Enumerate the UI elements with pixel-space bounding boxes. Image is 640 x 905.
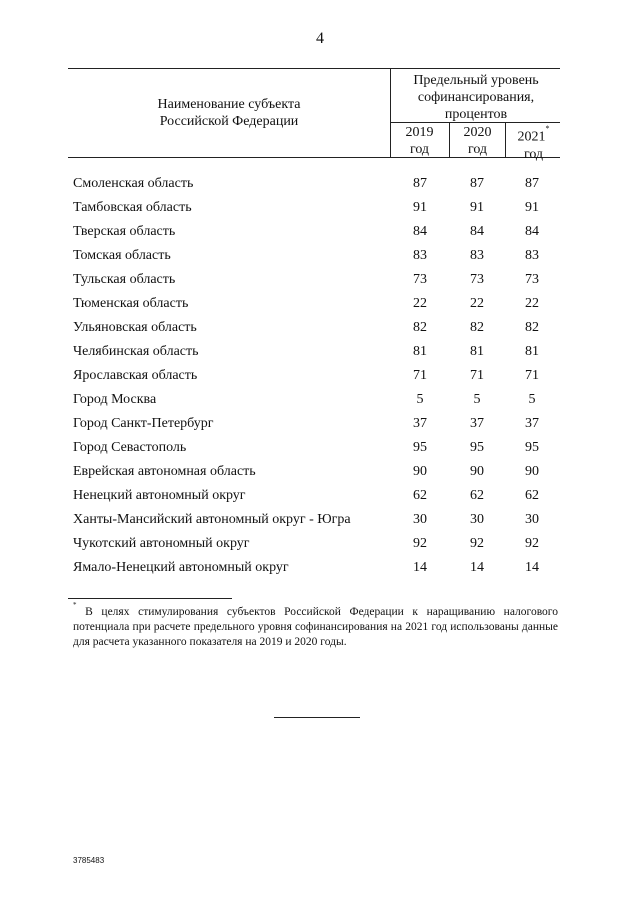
table-row: [0, 176, 640, 200]
end-separator-line: [274, 717, 360, 718]
region-name: Томская область: [73, 248, 171, 263]
rate-value-2020: 22: [470, 296, 484, 311]
rate-header-line-3: процентов: [444, 107, 508, 122]
year-unit: год: [409, 142, 430, 157]
year-header-2019: [392, 124, 447, 158]
rate-value-2019: 71: [413, 368, 427, 383]
rate-value-2020: 82: [470, 320, 484, 335]
table-row: [0, 248, 640, 272]
year-label: 2021: [517, 129, 546, 145]
region-name: Город Москва: [73, 392, 157, 407]
year-header-2020: [450, 124, 505, 158]
year-label: 2020: [463, 125, 492, 140]
rate-value-2021: 22: [525, 296, 539, 311]
footnote-marker: *: [545, 124, 550, 133]
rate-value-2019: 30: [413, 512, 427, 527]
rate-value-2021: 82: [525, 320, 539, 335]
rate-value-2021: 87: [525, 176, 539, 191]
table-row: [0, 416, 640, 440]
region-name: Ханты-Мансийский автономный округ - Югра: [73, 512, 351, 527]
rate-value-2021: 14: [525, 560, 539, 575]
region-header-line-2: Российской Федерации: [159, 114, 299, 129]
table-row: [0, 272, 640, 296]
year-label: 2019: [405, 125, 434, 140]
rate-value-2020: 81: [470, 344, 484, 359]
rate-value-2021: 92: [525, 536, 539, 551]
region-name: Тульская область: [73, 272, 176, 287]
rate-value-2019: 62: [413, 488, 427, 503]
region-name: Еврейская автономная область: [73, 464, 256, 479]
region-name: Ненецкий автономный округ: [73, 488, 246, 503]
region-name: Челябинская область: [73, 344, 199, 359]
rate-value-2019: 91: [413, 200, 427, 215]
region-name: Смоленская область: [73, 176, 194, 191]
rate-value-2020: 62: [470, 488, 484, 503]
footnote-separator: [68, 598, 232, 599]
rate-value-2020: 5: [473, 392, 481, 407]
rate-value-2019: 83: [413, 248, 427, 263]
rate-value-2020: 71: [470, 368, 484, 383]
region-name: Ярославская область: [73, 368, 198, 383]
rate-value-2019: 95: [413, 440, 427, 455]
table-top-border: [68, 68, 560, 69]
table-row: [0, 512, 640, 536]
rate-value-2020: 95: [470, 440, 484, 455]
rate-value-2021: 73: [525, 272, 539, 287]
rate-value-2021: 71: [525, 368, 539, 383]
footnote-mark: *: [73, 601, 77, 609]
rate-value-2019: 37: [413, 416, 427, 431]
table-row: [0, 440, 640, 464]
table-row: [0, 224, 640, 248]
rate-value-2019: 81: [413, 344, 427, 359]
region-name: Город Санкт-Петербург: [73, 416, 214, 431]
region-name: Тамбовская область: [73, 200, 192, 215]
rate-value-2020: 37: [470, 416, 484, 431]
rate-value-2021: 90: [525, 464, 539, 479]
region-name: Тверская область: [73, 224, 176, 239]
region-name: Ямало-Ненецкий автономный округ: [73, 560, 289, 575]
rate-value-2019: 84: [413, 224, 427, 239]
page-number: 4: [316, 30, 324, 47]
rate-value-2019: 14: [413, 560, 427, 575]
table-row: [0, 344, 640, 368]
rate-value-2019: 82: [413, 320, 427, 335]
rate-value-2021: 37: [525, 416, 539, 431]
footnote: [73, 601, 558, 650]
region-name: Город Севастополь: [73, 440, 187, 455]
region-name: Чукотский автономный округ: [73, 536, 250, 551]
table-row: [0, 320, 640, 344]
rate-value-2019: 92: [413, 536, 427, 551]
rate-value-2021: 30: [525, 512, 539, 527]
rate-header-line-2: софинансирования,: [417, 90, 535, 105]
table-row: [0, 392, 640, 416]
rate-value-2019: 73: [413, 272, 427, 287]
rate-value-2020: 30: [470, 512, 484, 527]
rate-value-2020: 83: [470, 248, 484, 263]
rate-value-2021: 81: [525, 344, 539, 359]
rate-value-2021: 5: [528, 392, 536, 407]
region-name: Тюменская область: [73, 296, 189, 311]
region-name: Ульяновская область: [73, 320, 197, 335]
rate-value-2021: 83: [525, 248, 539, 263]
rate-value-2021: 95: [525, 440, 539, 455]
rate-value-2020: 14: [470, 560, 484, 575]
year-unit: год: [467, 142, 488, 157]
rate-value-2021: 91: [525, 200, 539, 215]
rate-value-2021: 84: [525, 224, 539, 239]
rate-value-2021: 62: [525, 488, 539, 503]
rate-value-2020: 87: [470, 176, 484, 191]
table-row: [0, 488, 640, 512]
year-unit: год: [523, 146, 544, 162]
rate-value-2019: 22: [413, 296, 427, 311]
table-row: [0, 296, 640, 320]
year-header-2021: [506, 124, 561, 163]
footnote-text: В целях стимулирования субъектов Российской Федерации к наращиванию налогового потенциала при расчете предельного уровня софинансирования на 2021 год использованы данные для расчета указанного показателя на 2019 и 2020 годы.: [73, 605, 558, 648]
rate-value-2020: 91: [470, 200, 484, 215]
rate-value-2020: 73: [470, 272, 484, 287]
rate-column-header: [391, 72, 561, 123]
table-row: [0, 464, 640, 488]
region-column-header: [68, 96, 390, 130]
rate-value-2020: 90: [470, 464, 484, 479]
table-row: [0, 200, 640, 224]
rate-header-line-1: Предельный уровень: [413, 73, 539, 88]
year-label-with-mark: [506, 124, 561, 146]
region-header-line-1: Наименование субъекта: [157, 97, 301, 112]
rate-value-2019: 87: [413, 176, 427, 191]
rate-value-2019: 90: [413, 464, 427, 479]
rate-value-2019: 5: [416, 392, 424, 407]
rate-value-2020: 84: [470, 224, 484, 239]
table-row: [0, 536, 640, 560]
table-row: [0, 368, 640, 392]
rate-value-2020: 92: [470, 536, 484, 551]
table-row: [0, 560, 640, 584]
document-code: 3785483: [73, 856, 105, 865]
